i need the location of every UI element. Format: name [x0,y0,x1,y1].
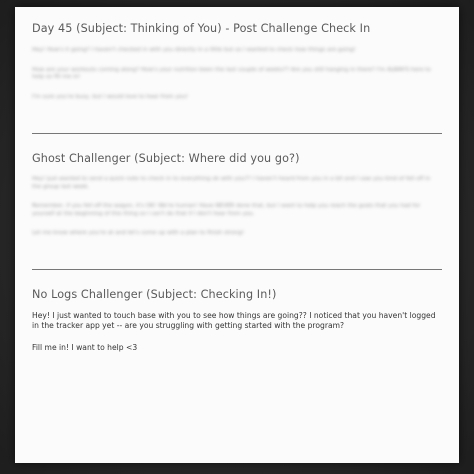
template-body [32,311,444,353]
template-paragraph: Hey! How's it going? I haven't checked in with you directly in a little but so I wanted to check how things are going! [32,47,356,53]
template-paragraph: How are your workouts coming along? How's your nutrition been the last couple of weeks?? Are you still hanging in there? I'm ALWAYS here to help so fill me in! [32,66,431,81]
template-paragraph: Let me know where you're at and let's come up with a plan to finish strong! [32,230,244,237]
template-title: Day 45 (Subject: Thinking of You) - Post Challenge Check In [32,22,371,35]
section-divider [32,269,442,270]
template-no-logs-challenger [32,288,442,353]
template-paragraph: Hey! Just wanted to send a quick note to check in to everything ok with you?? I haven't heard from you in a bit and I saw you kind of fell off in the group last week. [32,176,431,190]
template-title: Ghost Challenger (Subject: Where did you go?) [32,152,300,165]
document-page [15,7,459,463]
template-paragraph: Fill me in! I want to help <3 [32,342,138,352]
template-paragraph: I'm sure you're busy, but I would love to hear from you! [32,93,188,100]
template-paragraph: Hey! I just wanted to touch base with you to see how things are going?? I noticed that you haven't logged in the tracker app yet -- are you struggling with getting started with the program? [32,311,436,331]
section-divider [32,133,442,134]
template-day45 [32,22,442,101]
template-paragraph: Remember, if you fell off the wagon, it's OK! We're human! Have NEVER done that, but I want to help you reach the goals that you had for yourself at the beginning of this thing so I can't do that if I don't hear from you. [32,203,421,217]
template-title: No Logs Challenger (Subject: Checking In!) [32,288,277,301]
template-ghost-challenger [32,152,442,238]
